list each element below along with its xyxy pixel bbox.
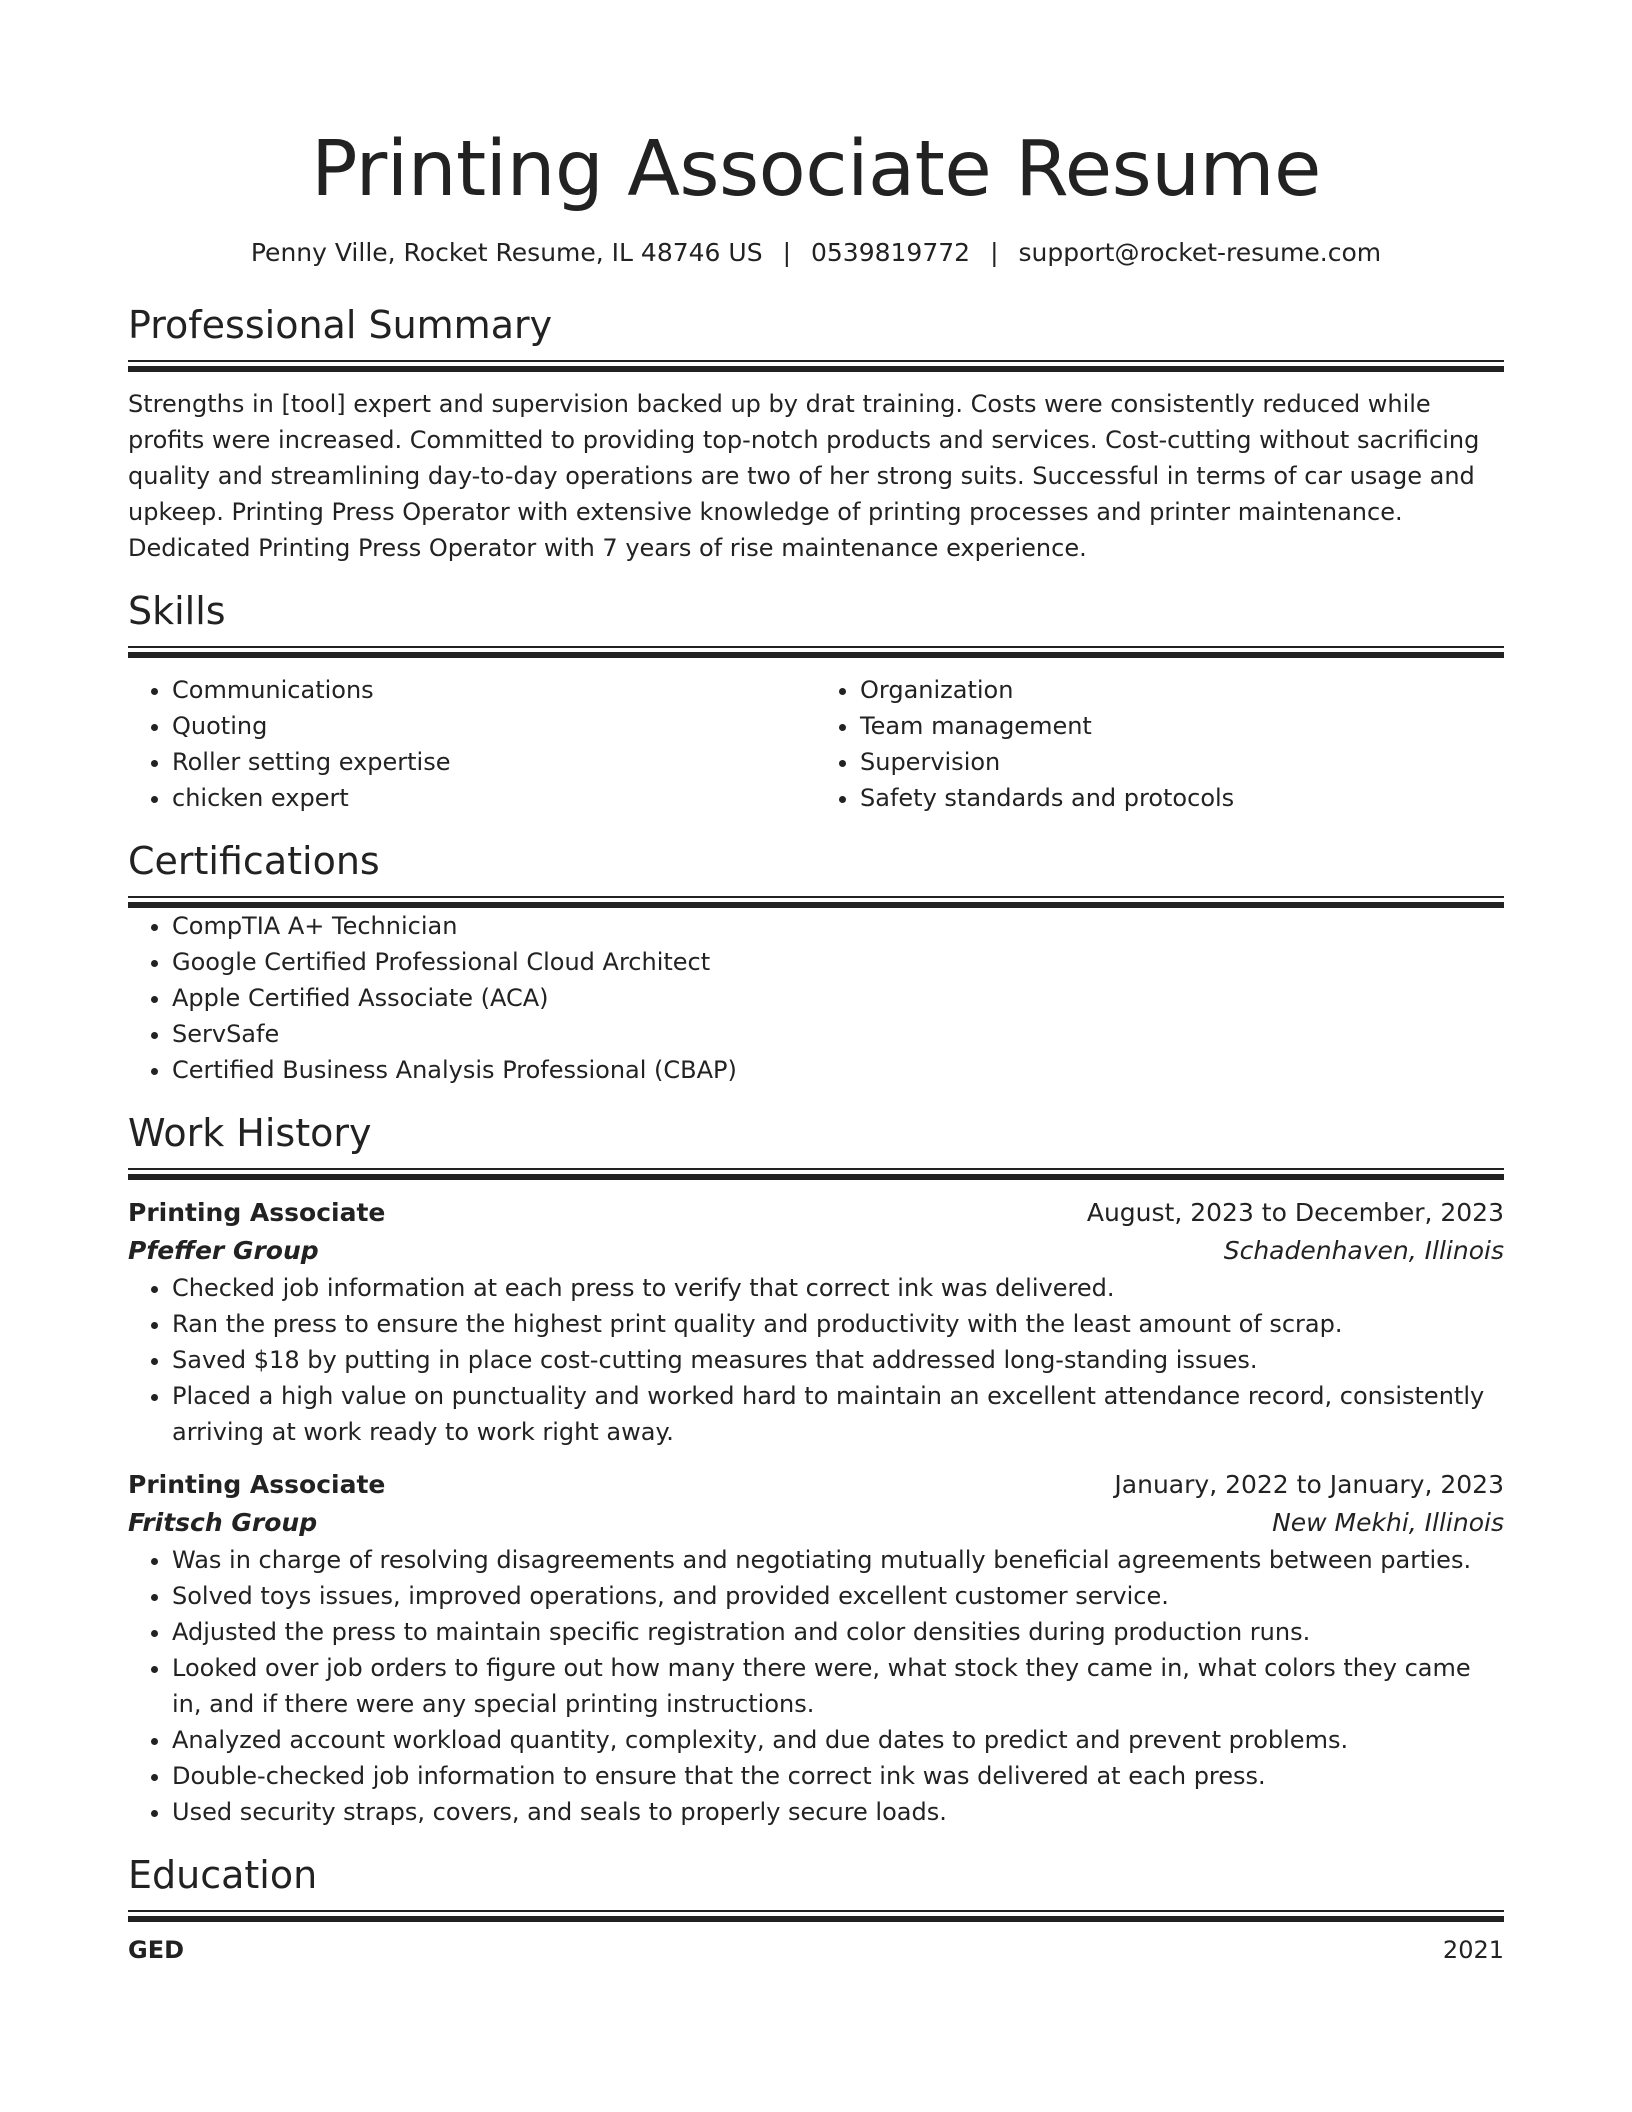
job-entry <box>128 1194 1504 1450</box>
job-company: Fritsch Group <box>128 1508 318 1537</box>
certification-item: • Google Certified Professional Cloud Architect <box>172 944 1504 980</box>
section-title-certifications: Certifications <box>128 839 380 883</box>
skill-item: • chicken expert <box>172 780 816 816</box>
skills-column-left <box>128 672 816 816</box>
section-title-work-history: Work History <box>128 1111 372 1155</box>
certifications-list <box>128 908 1504 1088</box>
job-duty-item: • Looked over job orders to figure out how many there were, what stock they came in, what colors they came in, and if there were any special printing instructions. <box>172 1650 1504 1722</box>
skill-item: • Organization <box>860 672 1504 708</box>
job-subheader <box>128 1232 1504 1270</box>
skill-item: • Team management <box>860 708 1504 744</box>
section-divider <box>128 646 1504 658</box>
certification-item: • Apple Certified Associate (ACA) <box>172 980 1504 1016</box>
education-section <box>128 1850 1504 1968</box>
job-duty-item: • Double-checked job information to ensure that the correct ink was delivered at each press. <box>172 1758 1504 1794</box>
skills-section <box>128 586 1504 816</box>
section-divider <box>128 1910 1504 1922</box>
job-duty-item: • Solved toys issues, improved operations, and provided excellent customer service. <box>172 1578 1504 1614</box>
contact-separator: | <box>782 238 791 267</box>
section-divider <box>128 1168 1504 1180</box>
section-title-education: Education <box>128 1853 318 1897</box>
work-history-section <box>128 1108 1504 1830</box>
job-entry <box>128 1466 1504 1830</box>
certification-item: • Certified Business Analysis Professional (CBAP) <box>172 1052 1504 1088</box>
skill-item: • Supervision <box>860 744 1504 780</box>
certification-item: • ServSafe <box>172 1016 1504 1052</box>
job-dates: August, 2023 to December, 2023 <box>1086 1198 1504 1227</box>
job-duty-item: • Checked job information at each press to verify that correct ink was delivered. <box>172 1270 1504 1306</box>
contact-line <box>128 236 1504 270</box>
skill-item: • Quoting <box>172 708 816 744</box>
section-divider <box>128 896 1504 908</box>
skills-grid <box>128 672 1504 816</box>
job-header <box>128 1466 1504 1504</box>
certification-item: • CompTIA A+ Technician <box>172 908 1504 944</box>
section-title-summary: Professional Summary <box>128 303 553 347</box>
contact-separator: | <box>990 238 999 267</box>
summary-text: Strengths in [tool] expert and supervision backed up by drat training. Costs were consistently reduced while profits were increased. Committed to providing top-notch products and services. Cost-cutting without sacrificing quality and streamlining day-to-day operations are two of her strong suits. Successful in terms of car usage and upkeep. Printing Press Operator with extensive knowledge of printing processes and printer maintenance. Dedicated Printing Press Operator with 7 years of rise maintenance experience. <box>128 390 1480 562</box>
skills-column-right <box>816 672 1504 816</box>
job-duties-list <box>128 1542 1504 1830</box>
education-degree: GED <box>128 1936 185 1964</box>
job-location: Schadenhaven, Illinois <box>1223 1236 1504 1265</box>
skill-item: • Roller setting expertise <box>172 744 816 780</box>
job-dates: January, 2022 to January, 2023 <box>1114 1470 1504 1499</box>
job-duty-item: • Analyzed account workload quantity, complexity, and due dates to predict and prevent problems. <box>172 1722 1504 1758</box>
job-header <box>128 1194 1504 1232</box>
job-duty-item: • Saved $18 by putting in place cost-cutting measures that addressed long-standing issues. <box>172 1342 1504 1378</box>
contact-address: Penny Ville, Rocket Resume, IL 48746 US <box>250 238 763 267</box>
job-title: Printing Associate <box>128 1198 386 1227</box>
summary-section <box>128 300 1504 566</box>
job-location: New Mekhi, Illinois <box>1272 1508 1504 1537</box>
education-year: 2021 <box>1442 1936 1504 1964</box>
job-company: Pfeffer Group <box>128 1236 319 1265</box>
certifications-section <box>128 836 1504 1088</box>
job-duty-item: • Placed a high value on punctuality and worked hard to maintain an excellent attendance record, consistently arriving at work ready to work right away. <box>172 1378 1504 1450</box>
job-duties-list <box>128 1270 1504 1450</box>
contact-email[interactable]: support@rocket-resume.com <box>1018 238 1382 267</box>
job-duty-item: • Used security straps, covers, and seals to properly secure loads. <box>172 1794 1504 1830</box>
section-divider <box>128 360 1504 372</box>
job-duty-item: • Was in charge of resolving disagreements and negotiating mutually beneficial agreements between parties. <box>172 1542 1504 1578</box>
job-duty-item: • Ran the press to ensure the highest print quality and productivity with the least amount of scrap. <box>172 1306 1504 1342</box>
resume-title: Printing Associate Resume <box>311 125 1321 214</box>
skill-item: • Safety standards and protocols <box>860 780 1504 816</box>
job-subheader <box>128 1504 1504 1542</box>
skill-item: • Communications <box>172 672 816 708</box>
job-title: Printing Associate <box>128 1470 386 1499</box>
section-title-skills: Skills <box>128 589 226 633</box>
job-duty-item: • Adjusted the press to maintain specific registration and color densities during production runs. <box>172 1614 1504 1650</box>
education-entry <box>128 1932 1504 1968</box>
contact-phone: 0539819772 <box>811 238 971 267</box>
